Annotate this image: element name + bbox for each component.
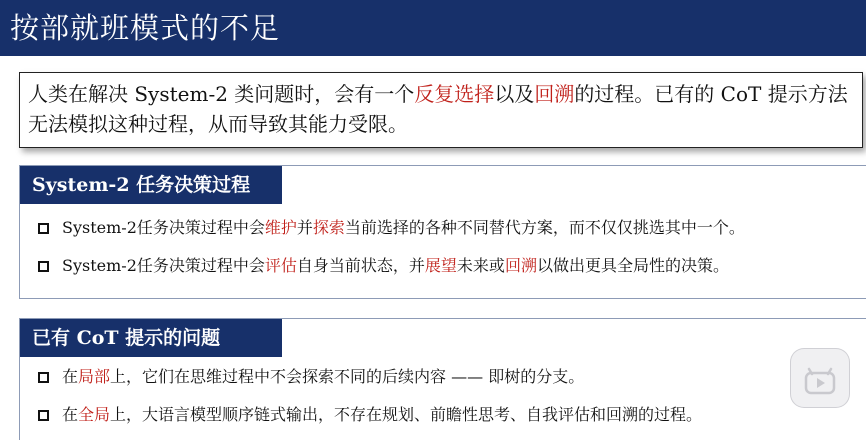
- play-icon[interactable]: [790, 348, 850, 408]
- intro-highlight-backtrack: 回溯: [534, 82, 575, 106]
- bullet-highlight: 维护: [264, 218, 297, 237]
- bullet-text: 以做出更具全局性的决策。: [536, 256, 729, 275]
- section-decision-process: [19, 165, 866, 299]
- bullet-text: 并: [296, 218, 313, 237]
- square-bullet-icon: [38, 372, 49, 383]
- bullet-highlight: 探索: [312, 218, 345, 237]
- bullet-text: System-2任务决策过程中会: [62, 218, 265, 237]
- intro-text-3: 的过程。已有的 CoT 提示方法无法模拟这种过程，从而导致其能力受限。: [28, 82, 848, 136]
- intro-box: [19, 72, 863, 148]
- list-item: [38, 256, 866, 276]
- square-bullet-icon: [38, 261, 49, 272]
- list-item: [38, 218, 866, 238]
- bullet-text: 上，大语言模型顺序链式输出，不存在规划、前瞻性思考、自我评估和回溯的过程。: [110, 405, 703, 424]
- list-item: [38, 405, 866, 425]
- bullet-highlight: 回溯: [504, 256, 537, 275]
- bullet-text: 未来或: [456, 256, 505, 275]
- bullet-highlight: 展望: [424, 256, 457, 275]
- bullet-list: [38, 367, 866, 440]
- bullet-highlight: 评估: [264, 256, 297, 275]
- section-header: 已有 CoT 提示的问题: [20, 319, 282, 357]
- bullet-text: 在: [62, 405, 79, 424]
- square-bullet-icon: [38, 410, 49, 421]
- bullet-text: 在: [62, 367, 79, 386]
- bullet-highlight: 全局: [78, 405, 111, 424]
- bullet-text: 当前选择的各种不同替代方案，而不仅仅挑选其中一个。: [344, 218, 745, 237]
- slide-title: 按部就班模式的不足: [0, 0, 866, 56]
- intro-text-1: 人类在解决 System-2 类问题时，会有一个: [28, 82, 415, 106]
- list-item: [38, 367, 866, 387]
- square-bullet-icon: [38, 223, 49, 234]
- bullet-text: 自身当前状态，并: [296, 256, 425, 275]
- bullet-list: [38, 218, 866, 294]
- bullet-text: System-2任务决策过程中会: [62, 256, 265, 275]
- intro-text-2: 以及: [494, 82, 535, 106]
- intro-highlight-repeat-choice: 反复选择: [414, 82, 495, 106]
- section-header: System-2 任务决策过程: [20, 166, 282, 204]
- bullet-highlight: 局部: [78, 367, 111, 386]
- section-cot-problems: [19, 318, 866, 440]
- bullet-text: 上，它们在思维过程中不会探索不同的后续内容 —— 即树的分支。: [110, 367, 585, 386]
